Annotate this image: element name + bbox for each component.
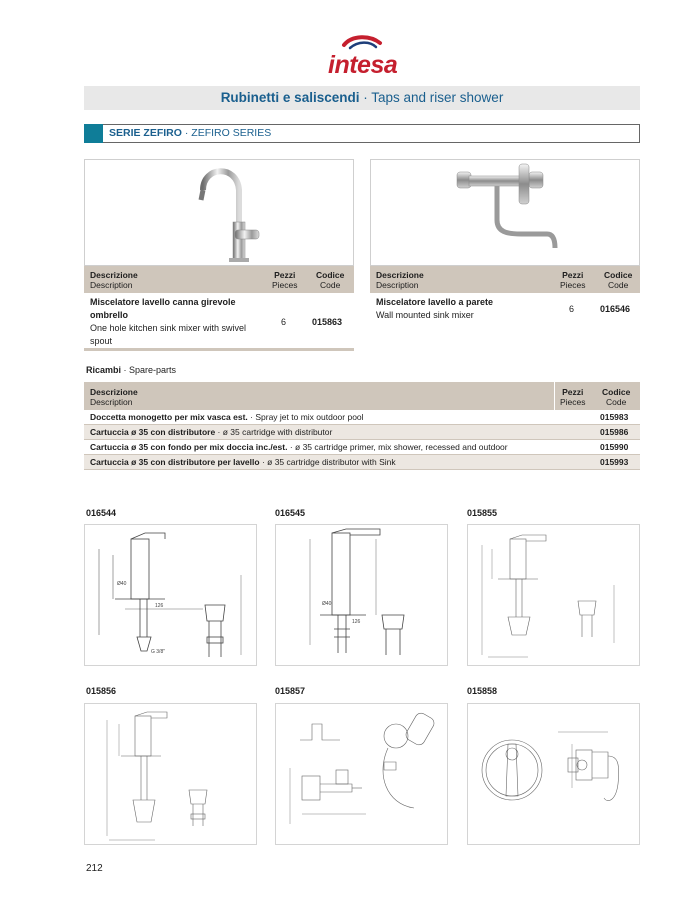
drawing-code: 015857 <box>275 686 306 696</box>
divider <box>554 382 555 410</box>
product-image-wall-mixer <box>370 159 640 266</box>
header-code: Codice Code <box>604 270 633 290</box>
technical-drawing <box>275 524 448 666</box>
table-row <box>84 293 354 351</box>
drawing-code: 016545 <box>275 508 306 518</box>
technical-drawing <box>467 524 640 666</box>
technical-drawing <box>84 703 257 845</box>
series-english: ZEFIRO SERIES <box>191 127 272 139</box>
technical-drawing <box>275 703 448 845</box>
table-row: Cartuccia ø 35 con fondo per mix doccia inc./est. · ø 35 cartridge primer, mix shower, recessed and outdoor 015990 <box>84 440 640 455</box>
title-english: Taps and riser shower <box>371 90 504 105</box>
technical-drawing <box>84 524 257 666</box>
table-row: Cartuccia ø 35 con distributore · ø 35 cartridge with distributor 015986 <box>84 425 640 440</box>
product-image-kitchen-mixer <box>84 159 354 266</box>
svg-text:126: 126 <box>155 603 164 609</box>
header-code: Codice Code <box>602 387 631 407</box>
product-name: Miscelatore lavello canna girevole ombrello One hole kitchen sink mixer with swivel spout <box>90 297 247 346</box>
svg-text:126: 126 <box>352 619 361 625</box>
page-number: 212 <box>86 863 103 874</box>
product-code: 016546 <box>600 304 631 314</box>
series-italian: SERIE ZEFIRO <box>109 127 182 139</box>
spare-code: 015983 <box>600 412 629 422</box>
svg-text:Ø40: Ø40 <box>322 601 332 607</box>
product-pieces: 6 <box>569 304 575 314</box>
title-italian: Rubinetti e saliscendi <box>220 90 360 105</box>
page-title <box>84 86 640 110</box>
spare-parts-table <box>84 382 640 470</box>
product-table-kitchen-mixer <box>84 266 354 351</box>
spare-parts-title: Ricambi · Spare-parts <box>86 365 177 375</box>
series-bar <box>84 124 640 143</box>
table-header <box>84 266 354 293</box>
brand-logo <box>320 35 400 80</box>
svg-text:Ø40: Ø40 <box>117 581 127 587</box>
brand-name: intesa <box>328 51 398 79</box>
spare-code: 015993 <box>600 457 629 467</box>
technical-drawing <box>467 703 640 845</box>
title-separator: · <box>359 90 372 105</box>
header-pieces: Pezzi Pieces <box>560 387 586 407</box>
product-pieces: 6 <box>281 317 287 327</box>
header-pieces: Pezzi Pieces <box>272 270 298 290</box>
header-description: Descrizione Description <box>90 387 138 407</box>
header-code: Codice Code <box>316 270 345 290</box>
table-header <box>84 382 640 410</box>
header-description: Descrizione Description <box>90 270 138 290</box>
drawing-code: 015856 <box>86 686 117 696</box>
spare-code: 015990 <box>600 442 629 452</box>
table-row: Cartuccia ø 35 con distributore per lavello · ø 35 cartridge distributor with Sink 015993 <box>84 455 640 470</box>
header-description: Descrizione Description <box>376 270 424 290</box>
product-code: 015863 <box>312 317 343 327</box>
product-name: Miscelatore lavello a parete Wall mounted sink mixer <box>376 297 494 320</box>
drawing-code: 015858 <box>467 686 498 696</box>
table-row: Doccetta monogetto per mix vasca est. · Spray jet to mix outdoor pool 015983 <box>84 410 640 425</box>
series-separator: · <box>181 127 192 139</box>
product-table-wall-mixer <box>370 266 640 325</box>
header-pieces: Pezzi Pieces <box>560 270 586 290</box>
series-label <box>103 124 640 143</box>
table-row <box>370 293 640 325</box>
table-header <box>370 266 640 293</box>
drawing-code: 016544 <box>86 508 117 518</box>
svg-text:G 3/8": G 3/8" <box>151 649 166 655</box>
spare-code: 015986 <box>600 427 629 437</box>
series-marker <box>84 124 103 143</box>
drawing-code: 015855 <box>467 508 498 518</box>
